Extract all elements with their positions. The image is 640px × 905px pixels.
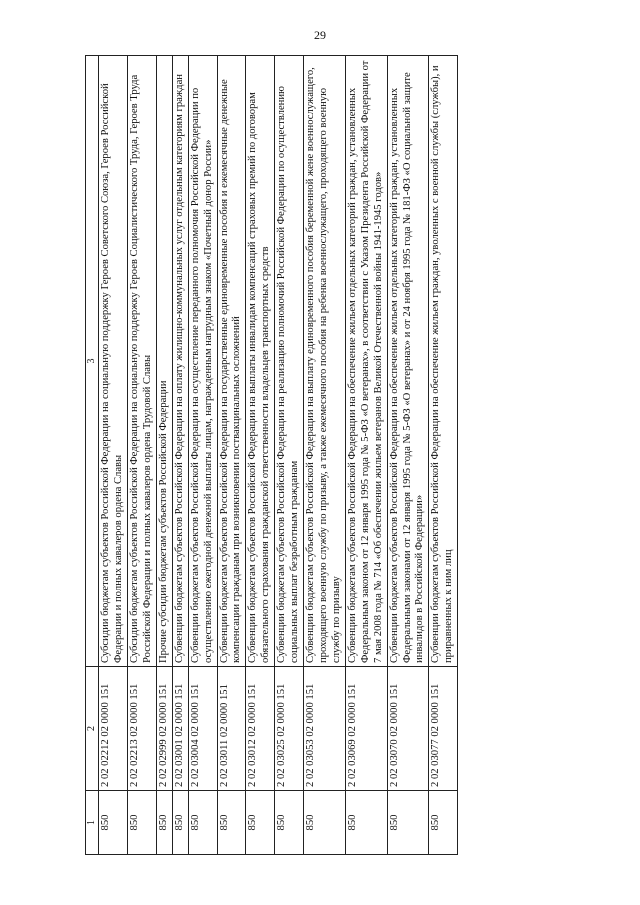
table-row	[275, 56, 304, 855]
description-cell: Субвенции бюджетам субъектов Российской Федерации на реализацию полномочий Российской Федерации по осуществлению социальных выплат безработным гражданам	[275, 56, 304, 667]
budget-code-cell: 2 02 02212 02 0000 151	[99, 667, 128, 791]
rotated-table-container	[85, 55, 565, 855]
budget-code-cell: 2 02 02213 02 0000 151	[128, 667, 157, 791]
description-cell: Прочие субсидии бюджетам субъектов Российской Федерации	[156, 56, 172, 667]
admin-code-cell: 850	[275, 791, 304, 855]
budget-code-cell: 2 02 03053 02 0000 151	[304, 667, 346, 791]
budget-code-cell: 2 02 03069 02 0000 151	[345, 667, 387, 791]
budget-codes-table	[85, 55, 458, 855]
table-row	[128, 56, 157, 855]
admin-code-cell: 850	[246, 791, 275, 855]
table-row	[387, 56, 429, 855]
budget-code-cell: 2 02 03001 02 0000 151	[172, 667, 188, 791]
description-cell: Субвенции бюджетам субъектов Российской Федерации на обеспечение жильем отдельных категорий граждан, установленных Федеральным законом от 12 января 1995 года № 5-ФЗ «О ветеранах», в соответствии с Указом Президента Российской Федерации от 7 мая 2008 года № 714 «Об обеспечении жильем ветеранов Великой Отечественной войны 1941-1945 годов»	[345, 56, 387, 667]
table-row	[172, 56, 188, 855]
description-cell: Субвенции бюджетам субъектов Российской Федерации на обеспечение жильем граждан, уволенных с военной службы (службы), и приравненных к ним лиц	[429, 56, 458, 667]
table-row	[156, 56, 172, 855]
description-cell: Субвенции бюджетам субъектов Российской Федерации на осуществление переданного полномочия Российской Федерации по осуществлению ежегодной денежной выплаты лицам, награжденным нагрудным знаком «Почетный донор России»	[188, 56, 217, 667]
budget-code-cell: 2 02 02999 02 0000 151	[156, 667, 172, 791]
admin-code-cell: 850	[172, 791, 188, 855]
table-row	[217, 56, 246, 855]
table-row	[345, 56, 387, 855]
description-cell: Субвенции бюджетам субъектов Российской Федерации на выплату единовременного пособия беременной жене военнослужащего, проходящего военную службу по призыву, а также ежемесячного пособия на ребенка военнослужащего, проходящего военную службу по призыву	[304, 56, 346, 667]
table-row	[246, 56, 275, 855]
admin-code-cell: 850	[217, 791, 246, 855]
admin-code-cell: 850	[387, 791, 429, 855]
admin-code-cell: 850	[188, 791, 217, 855]
table-row	[429, 56, 458, 855]
table-row	[304, 56, 346, 855]
header-col-3: 3	[86, 56, 99, 667]
table-row	[99, 56, 128, 855]
description-cell: Субвенции бюджетам субъектов Российской Федерации на оплату жилищно-коммунальных услуг отдельным категориям граждан	[172, 56, 188, 667]
admin-code-cell: 850	[156, 791, 172, 855]
description-cell: Субсидии бюджетам субъектов Российской Федерации на социальную поддержку Героев Советского Союза, Героев Российской Федерации и полных кавалеров ордена Славы	[99, 56, 128, 667]
header-col-1: 1	[86, 791, 99, 855]
admin-code-cell: 850	[345, 791, 387, 855]
admin-code-cell: 850	[304, 791, 346, 855]
header-col-2: 2	[86, 667, 99, 791]
header-row	[86, 56, 99, 855]
page-number: 29	[314, 28, 326, 42]
admin-code-cell: 850	[128, 791, 157, 855]
description-cell: Субвенции бюджетам субъектов Российской Федерации на государственные единовременные пособия и ежемесячные денежные компенсации гражданам при возникновении поствакцинальных осложнений	[217, 56, 246, 667]
budget-code-cell: 2 02 03012 02 0000 151	[246, 667, 275, 791]
budget-code-cell: 2 02 03011 02 0000 151	[217, 667, 246, 791]
budget-code-cell: 2 02 03025 02 0000 151	[275, 667, 304, 791]
budget-code-cell: 2 02 03077 02 0000 151	[429, 667, 458, 791]
budget-code-cell: 2 02 03070 02 0000 151	[387, 667, 429, 791]
description-cell: Субвенции бюджетам субъектов Российской Федерации на обеспечение жильем отдельных категорий граждан, установленных Федеральными законами от 12 января 1995 года № 5-ФЗ «О ветеранах» и от 24 ноября 1995 года № 181-ФЗ «О социальной защите инвалидов в Российской Федерации»	[387, 56, 429, 667]
table-row	[188, 56, 217, 855]
description-cell: Субвенции бюджетам субъектов Российской Федерации на выплаты инвалидам компенсаций страховых премий по договорам обязательного страхования гражданской ответственности владельцев транспортных средств	[246, 56, 275, 667]
admin-code-cell: 850	[429, 791, 458, 855]
admin-code-cell: 850	[99, 791, 128, 855]
budget-code-cell: 2 02 03004 02 0000 151	[188, 667, 217, 791]
description-cell: Субсидии бюджетам субъектов Российской Федерации на социальную поддержку Героев Социалистического Труда, Героев Труда Российской Федерации и полных кавалеров ордена Трудовой Славы	[128, 56, 157, 667]
